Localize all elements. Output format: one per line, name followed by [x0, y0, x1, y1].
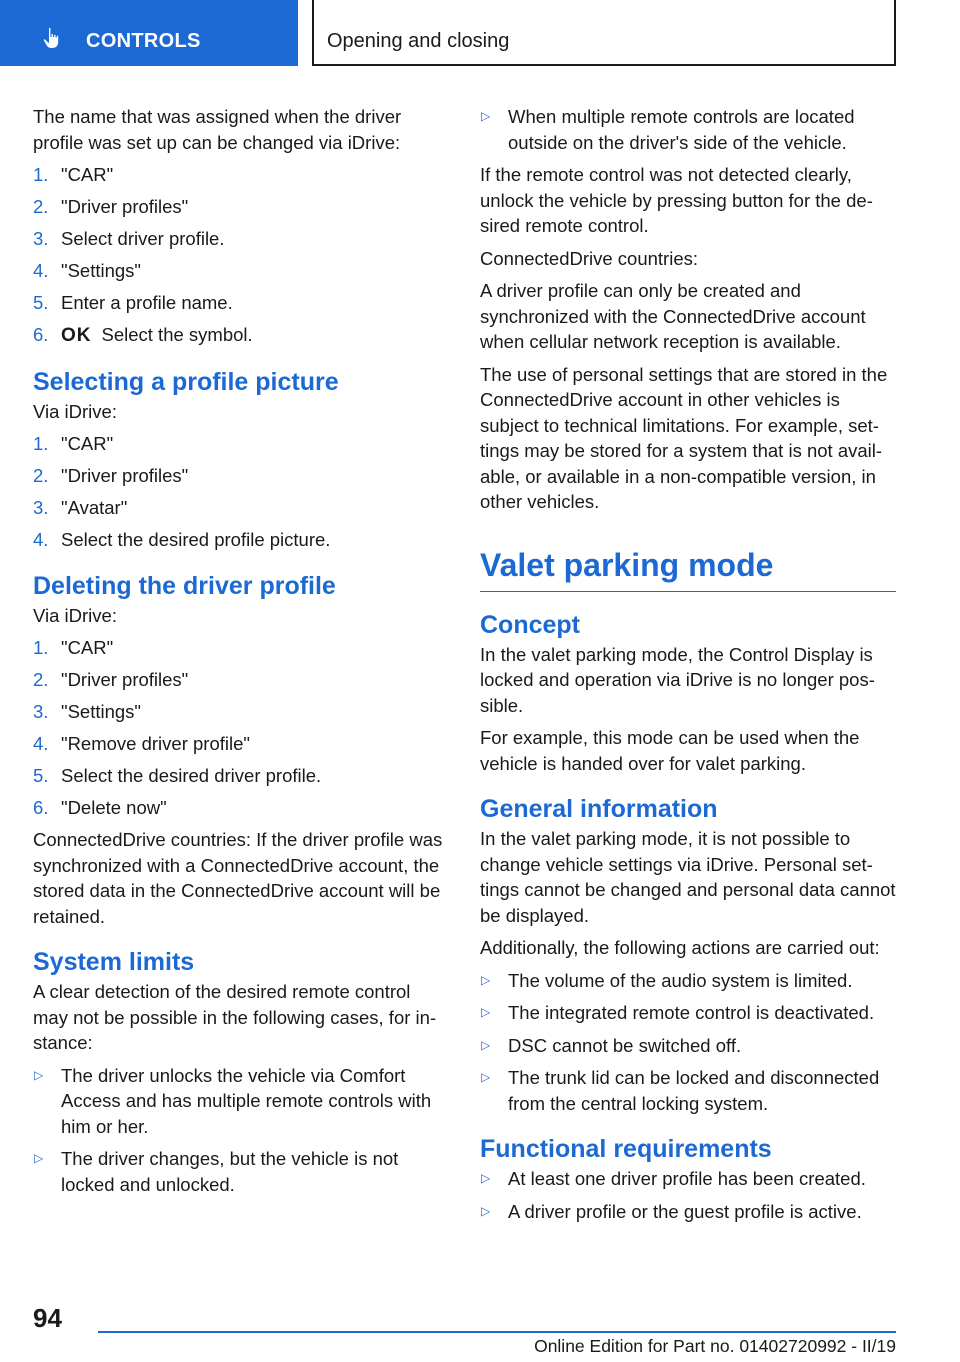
bullet-text: At least one driver profile has been created.: [508, 1168, 866, 1189]
list-item: [33, 699, 449, 725]
footer-divider: [98, 1331, 896, 1333]
rename-intro: The name that was assigned when the driver profile was set up can be changed via iDrive:: [33, 106, 402, 153]
step-text: Select the desired driver profile.: [61, 765, 322, 786]
limits-bullets-cont: [480, 104, 896, 155]
list-item: [33, 1146, 449, 1197]
list-item: [33, 226, 449, 252]
list-item: [33, 194, 449, 220]
bullet-text: The integrated remote control is deactivated.: [508, 1002, 875, 1023]
list-item: [33, 635, 449, 661]
triangle-bullet-icon: ▷: [481, 972, 491, 987]
step-number: 1.: [33, 433, 49, 454]
triangle-bullet-icon: ▷: [34, 1151, 44, 1165]
triangle-bullet-icon: ▷: [481, 1005, 491, 1019]
limits-intro: A clear detection of the desired remote control may not be possible in the following cases, for instance:: [33, 981, 437, 1053]
triangle-bullet-icon: ▷: [481, 1203, 491, 1218]
list-item: [480, 1000, 896, 1026]
step-number: 4.: [33, 733, 49, 754]
functional-bullets: [480, 1166, 896, 1224]
list-item: [480, 1199, 896, 1225]
page-number: 94: [33, 1303, 62, 1333]
list-item: [33, 290, 449, 316]
list-item: [480, 104, 896, 155]
list-item: [480, 1065, 896, 1116]
step-text: "CAR": [61, 433, 114, 454]
triangle-bullet-icon: ▷: [481, 109, 491, 123]
general-paragraph-1: In the valet parking mode, it is not possible to change vehicle settings via iDrive. Personal settings cannot be changed and personal data cannot be displayed.: [480, 828, 896, 926]
step-number: 3.: [33, 228, 49, 249]
step-text: Select the desired profile picture.: [61, 529, 331, 550]
step-text: Select the symbol.: [101, 324, 253, 345]
bullet-text: The volume of the audio system is limited.: [508, 969, 853, 991]
picture-steps: [33, 431, 449, 553]
section-tab-label: Opening and closing: [327, 30, 510, 52]
step-text: "Settings": [61, 701, 141, 722]
general-heading: General information: [480, 795, 718, 823]
page-header: [0, 0, 960, 66]
right-column: [480, 104, 896, 1231]
settings-paragraph: The use of personal settings that are stored in the ConnectedDrive account in other vehicles is subject to technical limitations. For example, settings may be stored for a system that is not available, or available in a non-compatible version, in other vehicles.: [480, 363, 888, 512]
ok-symbol-icon: OK: [61, 325, 92, 346]
list-item: [33, 763, 449, 789]
general-paragraph-2: Additionally, the following actions are carried out:: [480, 937, 880, 958]
list-item: [33, 322, 449, 349]
bullet-text: When multiple remote controls are located outside on the driver's side of the vehicle.: [508, 106, 855, 153]
chapter-tab[interactable]: [0, 0, 298, 66]
left-column: [33, 104, 449, 1204]
step-text: Select driver profile.: [61, 228, 225, 249]
limits-heading: System limits: [33, 948, 195, 976]
bullet-text: DSC cannot be switched off.: [508, 1034, 742, 1056]
chapter-tab-label: CONTROLS: [86, 30, 201, 52]
concept-paragraph-1: In the valet parking mode, the Control Display is locked and operation via iDrive is no longer possible.: [480, 643, 875, 716]
step-text: Enter a profile name.: [61, 292, 233, 313]
list-item: [480, 1033, 896, 1059]
limits-bullets: [33, 1063, 449, 1198]
list-item: [33, 795, 449, 821]
step-number: 2.: [33, 465, 49, 486]
valet-heading: Valet parking mode: [480, 545, 896, 592]
concept-paragraph-2: For example, this mode can be used when the vehicle is handed over for valet parking.: [480, 727, 860, 774]
step-number: 6.: [33, 324, 49, 345]
rename-steps: [33, 162, 449, 349]
step-text: "Driver profiles": [61, 465, 189, 486]
list-item: [33, 667, 449, 693]
delete-steps: [33, 635, 449, 821]
step-text: "Delete now": [61, 797, 167, 818]
step-number: 4.: [33, 529, 49, 550]
list-item: [33, 258, 449, 284]
step-text: "Settings": [61, 260, 141, 281]
triangle-bullet-icon: ▷: [34, 1067, 44, 1082]
bullet-text: The trunk lid can be locked and disconnected from the central locking system.: [508, 1067, 880, 1114]
edition-text: Online Edition for Part no. 01402720992 - II/19: [534, 1336, 896, 1356]
step-number: 5.: [33, 292, 49, 313]
picture-heading: Selecting a profile picture: [33, 367, 339, 396]
delete-intro: Via iDrive:: [33, 604, 117, 626]
list-item: [33, 1063, 449, 1140]
concept-heading: Concept: [480, 610, 580, 639]
picture-intro: Via iDrive:: [33, 400, 117, 422]
list-item: [33, 527, 449, 553]
list-item: [480, 1166, 896, 1192]
step-number: 2.: [33, 196, 49, 217]
list-item: [33, 463, 449, 489]
delete-note: ConnectedDrive countries: If the driver profile was synchronized with a ConnectedDrive account, the stored data in the ConnectedDrive account will be retained.: [33, 829, 443, 927]
bullet-text: The driver changes, but the vehicle is not locked and unlocked.: [61, 1148, 399, 1195]
step-text: "CAR": [61, 164, 114, 185]
delete-heading: Deleting the driver profile: [33, 571, 336, 600]
step-number: 6.: [33, 797, 49, 818]
triangle-bullet-icon: ▷: [481, 1037, 491, 1052]
countries-label: ConnectedDrive countries:: [480, 247, 698, 269]
section-tab: [312, 0, 896, 66]
step-text: "Driver profiles": [61, 669, 189, 690]
general-bullets: [480, 968, 896, 1117]
list-item: [33, 162, 449, 188]
step-number: 1.: [33, 164, 49, 185]
hand-pointer-icon: [40, 26, 64, 50]
step-text: "Avatar": [61, 497, 128, 518]
list-item: [33, 431, 449, 457]
profile-paragraph: A driver profile can only be created and synchronized with the ConnectedDrive account when cellular network reception is available.: [480, 280, 866, 352]
step-number: 3.: [33, 701, 49, 722]
bullet-text: The driver unlocks the vehicle via Comfort Access and has multiple remote controls with him or her.: [61, 1064, 432, 1137]
step-number: 4.: [33, 260, 49, 281]
step-text: "Remove driver profile": [61, 733, 250, 754]
step-number: 2.: [33, 669, 49, 690]
triangle-bullet-icon: ▷: [481, 1171, 491, 1185]
step-number: 1.: [33, 637, 49, 658]
list-item: [33, 495, 449, 521]
list-item: [480, 968, 896, 994]
bullet-text: A driver profile or the guest profile is active.: [508, 1200, 862, 1222]
step-number: 5.: [33, 765, 49, 786]
list-item: [33, 731, 449, 757]
step-number: 3.: [33, 497, 49, 518]
functional-heading: Functional requirements: [480, 1135, 772, 1163]
triangle-bullet-icon: ▷: [481, 1070, 491, 1084]
step-text: "CAR": [61, 637, 114, 658]
step-text: "Driver profiles": [61, 196, 189, 217]
detect-paragraph: If the remote control was not detected clearly, unlock the vehicle by pressing button for the desired remote control.: [480, 164, 873, 236]
